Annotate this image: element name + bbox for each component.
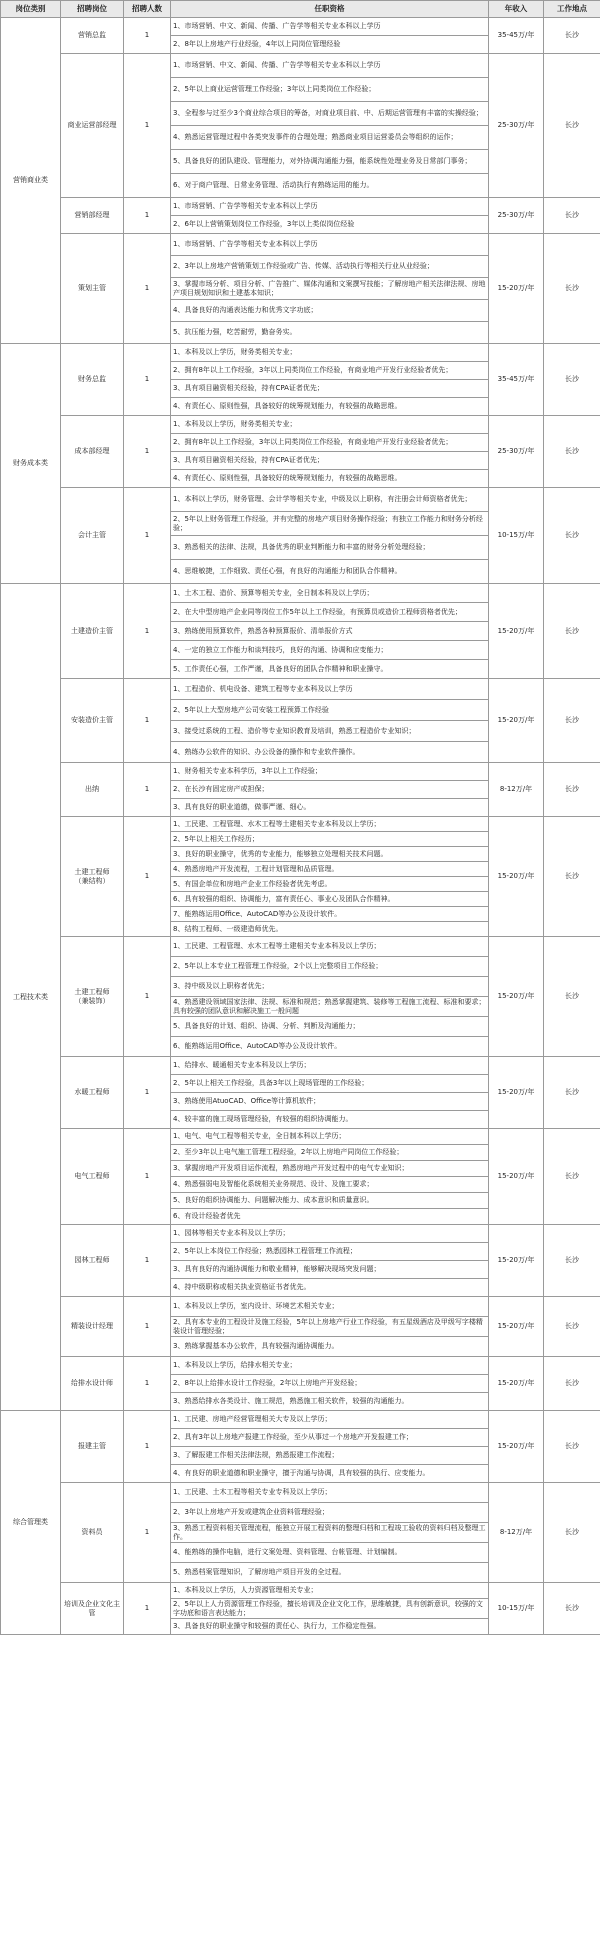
table-row	[1, 817, 600, 832]
requirement-line: 3、具有良好的职业道德，做事严谨、细心。	[171, 799, 489, 817]
requirement-line: 2、5年以上本专业工程管理工作经验，2个以上完整项目工作经验；	[171, 957, 489, 977]
position-cell: 资料员	[61, 1483, 124, 1583]
table-row	[1, 1357, 600, 1375]
requirement-line: 7、能熟练运用Office、AutoCAD等办公及设计软件。	[171, 907, 489, 922]
position-cell: 电气工程师	[61, 1129, 124, 1225]
salary-cell: 15-20万/年	[489, 1057, 544, 1129]
salary-cell: 15-20万/年	[489, 1357, 544, 1411]
position-cell: 营销总监	[61, 18, 124, 54]
requirement-line: 1、园林等相关专业本科及以上学历；	[171, 1225, 489, 1243]
requirement-line: 1、工程造价、机电设备、建筑工程等专业本科及以上学历	[171, 679, 489, 700]
table-row	[1, 937, 600, 957]
requirement-line: 2、5年以上大型房地产公司安装工程预算工作经验	[171, 700, 489, 721]
salary-cell: 15-20万/年	[489, 679, 544, 763]
position-cell: 出纳	[61, 763, 124, 817]
count-cell: 1	[124, 1297, 171, 1357]
count-cell: 1	[124, 1057, 171, 1129]
salary-cell: 15-20万/年	[489, 817, 544, 937]
salary-cell: 15-20万/年	[489, 1225, 544, 1297]
salary-cell: 15-20万/年	[489, 937, 544, 1057]
count-cell: 1	[124, 18, 171, 54]
requirement-line: 1、本科及以上学历，室内设计、环境艺术相关专业；	[171, 1297, 489, 1317]
location-cell: 长沙	[544, 54, 600, 198]
position-cell: 财务总监	[61, 344, 124, 416]
requirement-line: 5、熟悉档案管理知识，了解房地产项目开发的全过程。	[171, 1563, 489, 1583]
count-cell: 1	[124, 584, 171, 679]
count-cell: 1	[124, 1583, 171, 1635]
salary-cell: 15-20万/年	[489, 234, 544, 344]
header-position: 招聘岗位	[61, 1, 124, 18]
table-row	[1, 679, 600, 700]
requirement-line: 3、持中级及以上职称者优先；	[171, 977, 489, 997]
location-cell: 长沙	[544, 344, 600, 416]
table-body	[1, 18, 600, 1635]
requirement-line: 2、拥有8年以上工作经验，3年以上同类岗位工作经验，有商业地产开发行业经验者优先；	[171, 362, 489, 380]
header-count: 招聘人数	[124, 1, 171, 18]
requirement-line: 2、3年以上房地产开发或建筑企业资料管理经验；	[171, 1503, 489, 1523]
salary-cell: 25-30万/年	[489, 198, 544, 234]
requirement-line: 3、了解报建工作相关法律法规，熟悉报建工作流程；	[171, 1447, 489, 1465]
requirement-line: 3、熟悉给排水各类设计、施工规范，熟悉施工相关软件，较强的沟通能力。	[171, 1393, 489, 1411]
location-cell: 长沙	[544, 817, 600, 937]
requirement-line: 2、5年以上本岗位工作经验；熟悉园林工程管理工作流程；	[171, 1243, 489, 1261]
table-row	[1, 1411, 600, 1429]
requirement-line: 1、土木工程、造价、预算等相关专业，全日制本科及以上学历；	[171, 584, 489, 603]
requirement-line: 3、熟悉相关的法律、法规，具备优秀的职业判断能力和丰富的财务分析处理经验；	[171, 536, 489, 560]
location-cell: 长沙	[544, 1583, 600, 1635]
location-cell: 长沙	[544, 234, 600, 344]
requirement-line: 3、具有项目融资相关经验，持有CPA证者优先；	[171, 380, 489, 398]
position-cell: 培训及企业文化主管	[61, 1583, 124, 1635]
requirement-line: 5、良好的组织协调能力、问题解决能力、成本意识和质量意识。	[171, 1193, 489, 1209]
requirement-line: 4、一定的独立工作能力和谈判技巧，良好的沟通、协调和应变能力；	[171, 641, 489, 660]
category-cell: 工程技术类	[1, 584, 61, 1411]
requirement-line: 1、工民建、工程管理、水木工程等土建相关专业本科及以上学历；	[171, 817, 489, 832]
header-row	[1, 1, 600, 18]
location-cell: 长沙	[544, 488, 600, 584]
requirement-line: 1、工民建、工程管理、水木工程等土建相关专业本科及以上学历；	[171, 937, 489, 957]
requirement-line: 2、具有本专业的工程设计及施工经验，5年以上房地产行业工作经验，有五星级酒店及甲级写字楼精装设计管理经验；	[171, 1317, 489, 1337]
requirement-line: 1、市场营销、广告学等相关专业本科以上学历	[171, 234, 489, 256]
requirement-line: 3、具有良好的沟通协调能力和敬业精神，能够解决现场突发问题；	[171, 1261, 489, 1279]
requirement-line: 4、思维敏捷，工作细致、责任心强，有良好的沟通能力和团队合作精神。	[171, 560, 489, 584]
location-cell: 长沙	[544, 763, 600, 817]
salary-cell: 8-12万/年	[489, 1483, 544, 1583]
position-cell: 策划主管	[61, 234, 124, 344]
header-requirements: 任职资格	[171, 1, 489, 18]
requirement-line: 4、熟悉建设领域国家法律、法规、标准和规范；熟悉掌握建筑、装修等工程施工流程、标准和要求；具有较强的团队意识和解决施工一般问题	[171, 997, 489, 1017]
location-cell: 长沙	[544, 937, 600, 1057]
requirement-line: 2、在大中型房地产企业同等岗位工作5年以上工作经验，有预算员或造价工程师资格者优先；	[171, 603, 489, 622]
table-row	[1, 488, 600, 512]
location-cell: 长沙	[544, 18, 600, 54]
count-cell: 1	[124, 817, 171, 937]
position-cell: 给排水设计师	[61, 1357, 124, 1411]
salary-cell: 10-15万/年	[489, 488, 544, 584]
requirement-line: 4、较丰富的施工现场管理经验，有较强的组织协调能力。	[171, 1111, 489, 1129]
location-cell: 长沙	[544, 416, 600, 488]
location-cell: 长沙	[544, 198, 600, 234]
requirement-line: 6、能熟练运用Office、AutoCAD等办公及设计软件。	[171, 1037, 489, 1057]
position-cell: 安装造价主管	[61, 679, 124, 763]
location-cell: 长沙	[544, 1357, 600, 1411]
count-cell: 1	[124, 234, 171, 344]
requirement-line: 5、具备良好的团队建设、管理能力，对外协调沟通能力强，能系统性处理业务及日常部门事务；	[171, 150, 489, 174]
requirement-line: 2、5年以上人力资源管理工作经验，擅长培训及企业文化工作，思维敏捷，具有创新意识，较强的文字功底和语言表达能力；	[171, 1599, 489, 1619]
requirement-line: 4、熟悉运营管理过程中各类突发事件的合理处理；熟悉商业项目运营委员会等组织的运作；	[171, 126, 489, 150]
table-row	[1, 1129, 600, 1145]
salary-cell: 35-45万/年	[489, 18, 544, 54]
salary-cell: 15-20万/年	[489, 1297, 544, 1357]
table-row	[1, 344, 600, 362]
count-cell: 1	[124, 1483, 171, 1583]
table-row	[1, 234, 600, 256]
requirement-line: 2、具有3年以上房地产报建工作经验，至少从事过一个房地产开发报建工作；	[171, 1429, 489, 1447]
requirement-line: 2、8年以上房地产行业经验，4年以上同岗位管理经验	[171, 36, 489, 54]
count-cell: 1	[124, 344, 171, 416]
requirement-line: 3、掌握市场分析、项目分析、广告推广、媒体沟通和文案撰写技能；了解房地产相关法律法规、房地产项目规划知识和土建基本知识；	[171, 278, 489, 300]
location-cell: 长沙	[544, 1129, 600, 1225]
table-row	[1, 1483, 600, 1503]
requirement-line: 1、本科及以上学历，给排水相关专业；	[171, 1357, 489, 1375]
requirement-line: 1、市场营销、中文、新闻、传播、广告学等相关专业本科以上学历	[171, 54, 489, 78]
count-cell: 1	[124, 488, 171, 584]
header-salary: 年收入	[489, 1, 544, 18]
header-category: 岗位类别	[1, 1, 61, 18]
position-cell: 园林工程师	[61, 1225, 124, 1297]
location-cell: 长沙	[544, 1297, 600, 1357]
position-cell: 成本部经理	[61, 416, 124, 488]
requirement-line: 3、具备良好的职业操守和较强的责任心、执行力，工作稳定性强。	[171, 1619, 489, 1635]
category-cell: 营销商业类	[1, 18, 61, 344]
requirement-line: 2、8年以上给排水设计工作经验，2年以上房地产开发经验；	[171, 1375, 489, 1393]
requirement-line: 1、本科及以上学历，财务类相关专业；	[171, 416, 489, 434]
table-row	[1, 1583, 600, 1599]
position-cell: 土建工程师 （兼结构）	[61, 817, 124, 937]
requirement-line: 1、本科以上学历，财务管理、会计学等相关专业，中级及以上职称，有注册会计师资格者优先；	[171, 488, 489, 512]
requirement-line: 2、5年以上相关工作经验，具备3年以上现场管理的工作经验；	[171, 1075, 489, 1093]
salary-cell: 25-30万/年	[489, 54, 544, 198]
requirement-line: 2、5年以上相关工作经历；	[171, 832, 489, 847]
location-cell: 长沙	[544, 584, 600, 679]
table-row	[1, 1297, 600, 1317]
requirement-line: 2、6年以上营销策划岗位工作经验，3年以上类似岗位经验	[171, 216, 489, 234]
requirement-line: 8、结构工程师、一级建造师优先。	[171, 922, 489, 937]
requirement-line: 1、工民建、土木工程等相关专业专科及以上学历；	[171, 1483, 489, 1503]
salary-cell: 25-30万/年	[489, 416, 544, 488]
location-cell: 长沙	[544, 1225, 600, 1297]
position-cell: 土建造价主管	[61, 584, 124, 679]
count-cell: 1	[124, 54, 171, 198]
requirement-line: 2、拥有8年以上工作经验，3年以上同类岗位工作经验，有商业地产开发行业经验者优先；	[171, 434, 489, 452]
requirement-line: 1、给排水、暖通相关专业本科及以上学历；	[171, 1057, 489, 1075]
salary-cell: 8-12万/年	[489, 763, 544, 817]
requirement-line: 3、熟练使用AtuoCAD、Office等计算机软件；	[171, 1093, 489, 1111]
location-cell: 长沙	[544, 679, 600, 763]
requirement-line: 3、具有项目融资相关经验，持有CPA证者优先；	[171, 452, 489, 470]
position-cell: 精装设计经理	[61, 1297, 124, 1357]
header-location: 工作地点	[544, 1, 600, 18]
count-cell: 1	[124, 1225, 171, 1297]
requirement-line: 5、有国企单位和房地产企业工作经验者优先考虑。	[171, 877, 489, 892]
count-cell: 1	[124, 416, 171, 488]
requirement-line: 4、有责任心、原则性强，具备较好的统筹规划能力，有较强的战略思维。	[171, 470, 489, 488]
requirement-line: 5、抗压能力强，吃苦耐劳，勤奋务实。	[171, 322, 489, 344]
requirement-line: 3、熟悉工程资料相关管理流程，能独立开展工程资料的整理归档和工程竣工验收的资料归档及整理工作。	[171, 1523, 489, 1543]
requirement-line: 2、在长沙有固定房产或担保；	[171, 781, 489, 799]
requirement-line: 1、工民建、房地产经营管理相关大专及以上学历；	[171, 1411, 489, 1429]
requirement-line: 1、市场营销、广告学等相关专业本科以上学历	[171, 198, 489, 216]
requirement-line: 2、5年以上财务管理工作经验，并有完整的房地产项目财务操作经验；有独立工作能力和财务分析经验；	[171, 512, 489, 536]
requirement-line: 3、掌握房地产开发项目运作流程，熟悉房地产开发过程中的电气专业知识；	[171, 1161, 489, 1177]
position-cell: 会计主管	[61, 488, 124, 584]
requirement-line: 3、全程参与过至少3个商业综合项目的筹备，对商业项目前、中、后期运营管理有丰富的实操经验；	[171, 102, 489, 126]
position-cell: 营销部经理	[61, 198, 124, 234]
salary-cell: 10-15万/年	[489, 1583, 544, 1635]
location-cell: 长沙	[544, 1483, 600, 1583]
table-row	[1, 54, 600, 78]
requirement-line: 1、财务相关专业本科学历，3年以上工作经验；	[171, 763, 489, 781]
requirement-line: 2、5年以上商业运营管理工作经验；3年以上同类岗位工作经验；	[171, 78, 489, 102]
table-row	[1, 1057, 600, 1075]
requirement-line: 4、熟练办公软件的知识、办公设备的操作和专业软件操作。	[171, 742, 489, 763]
requirement-line: 1、本科及以上学历，财务类相关专业；	[171, 344, 489, 362]
requirement-line: 5、具备良好的计划、组织、协调、分析、判断及沟通能力；	[171, 1017, 489, 1037]
requirement-line: 4、持中级职称或相关执业资格证书者优先。	[171, 1279, 489, 1297]
salary-cell: 15-20万/年	[489, 1129, 544, 1225]
category-cell: 综合管理类	[1, 1411, 61, 1635]
requirement-line: 4、能熟练的操作电脑，进行文案处理、资料管理、台帐管理、计划编制。	[171, 1543, 489, 1563]
requirement-line: 2、至少3年以上电气施工管理工程经验，2年以上房地产同岗位工作经验；	[171, 1145, 489, 1161]
table-row	[1, 584, 600, 603]
salary-cell: 15-20万/年	[489, 1411, 544, 1483]
requirement-line: 1、本科及以上学历，人力资源管理相关专业；	[171, 1583, 489, 1599]
table-row	[1, 416, 600, 434]
requirement-line: 6、具有较强的组织、协调能力，富有责任心、事业心及团队合作精神。	[171, 892, 489, 907]
position-cell: 水暖工程师	[61, 1057, 124, 1129]
table-row	[1, 18, 600, 36]
count-cell: 1	[124, 763, 171, 817]
position-cell: 土建工程师 （兼装饰）	[61, 937, 124, 1057]
table-row	[1, 198, 600, 216]
count-cell: 1	[124, 1357, 171, 1411]
table-row	[1, 1225, 600, 1243]
position-cell: 报建主管	[61, 1411, 124, 1483]
category-cell: 财务成本类	[1, 344, 61, 584]
requirement-line: 2、3年以上房地产营销策划工作经验或广告、传媒、活动执行等相关行业从业经验；	[171, 256, 489, 278]
count-cell: 1	[124, 1129, 171, 1225]
requirement-line: 1、电气、电气工程等相关专业，全日制本科以上学历；	[171, 1129, 489, 1145]
requirement-line: 4、有责任心、原则性强，具备较好的统筹规划能力，有较强的战略思维。	[171, 398, 489, 416]
requirement-line: 1、市场营销、中文、新闻、传播、广告学等相关专业本科以上学历	[171, 18, 489, 36]
requirement-line: 6、有设计经验者优先	[171, 1209, 489, 1225]
location-cell: 长沙	[544, 1057, 600, 1129]
location-cell: 长沙	[544, 1411, 600, 1483]
position-cell: 商业运营部经理	[61, 54, 124, 198]
requirement-line: 4、具备良好的沟通表达能力和优秀文字功底；	[171, 300, 489, 322]
count-cell: 1	[124, 1411, 171, 1483]
requirement-line: 3、熟练使用预算软件，熟悉各种预算报价、清单报价方式	[171, 622, 489, 641]
count-cell: 1	[124, 198, 171, 234]
requirement-line: 4、有良好的职业道德和职业操守，擅于沟通与协调，具有较强的执行、应变能力。	[171, 1465, 489, 1483]
table-row	[1, 763, 600, 781]
requirement-line: 3、接受过系统的工程、造价等专业知识教育及培训，熟悉工程造价专业知识；	[171, 721, 489, 742]
requirement-line: 5、工作责任心强，工作严谨，具备良好的团队合作精神和职业操守。	[171, 660, 489, 679]
requirement-line: 6、对于商户管理、日常业务管理、活动执行有熟练运用的能力。	[171, 174, 489, 198]
requirement-line: 3、熟练掌握基本办公软件，具有较强沟通协调能力。	[171, 1337, 489, 1357]
salary-cell: 35-45万/年	[489, 344, 544, 416]
requirement-line: 3、良好的职业操守，优秀的专业能力，能够独立处理相关技术问题。	[171, 847, 489, 862]
salary-cell: 15-20万/年	[489, 584, 544, 679]
requirement-line: 4、熟悉房地产开发流程，工程计划管理和品质管理。	[171, 862, 489, 877]
count-cell: 1	[124, 679, 171, 763]
count-cell: 1	[124, 937, 171, 1057]
requirement-line: 4、熟悉强弱电及智能化系统相关业务规范、设计、及施工要求；	[171, 1177, 489, 1193]
